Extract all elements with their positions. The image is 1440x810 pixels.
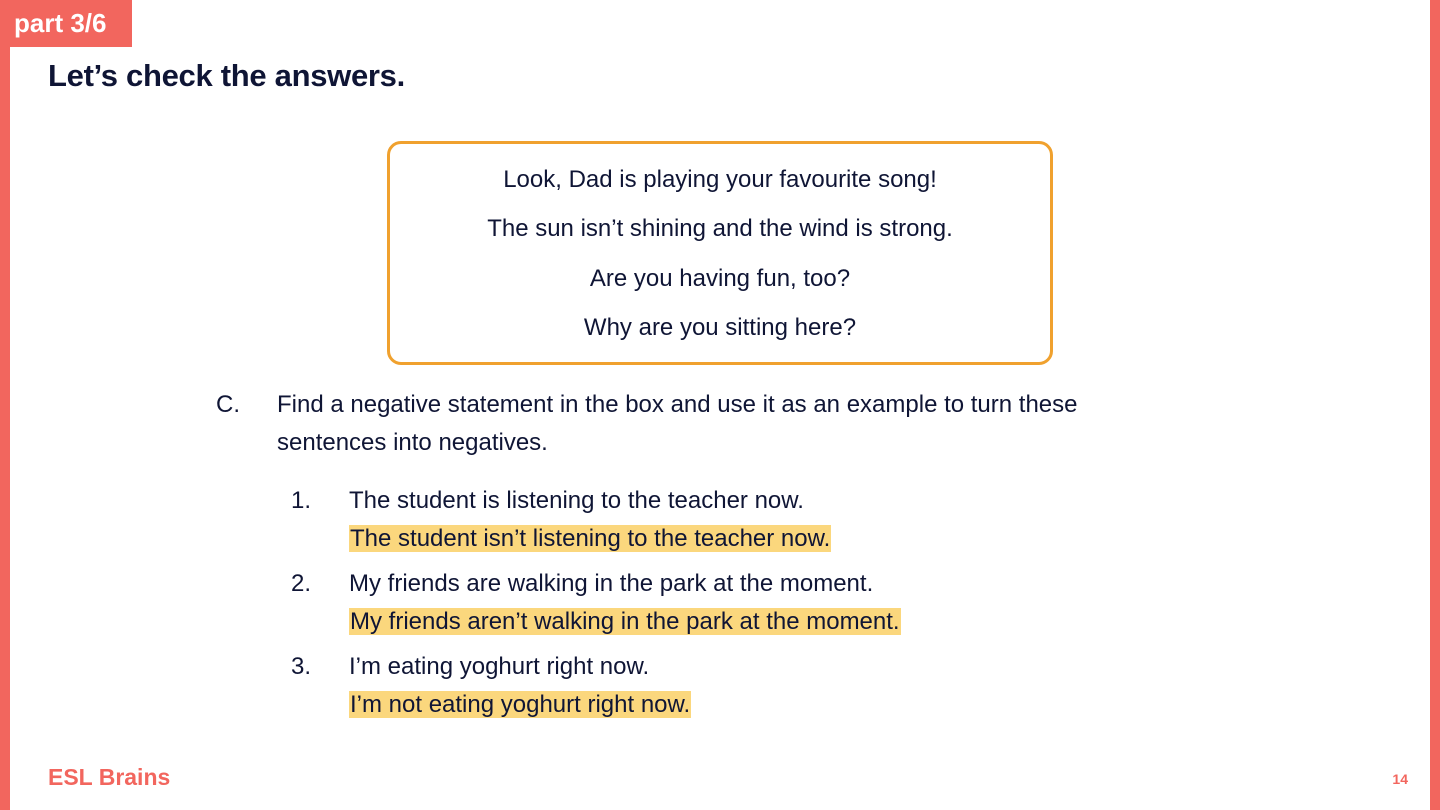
item-number: 3. — [291, 653, 312, 680]
exercise-item — [291, 481, 901, 555]
box-sentence: Look, Dad is playing your favourite song! — [503, 166, 937, 193]
slide-frame-right — [1430, 0, 1440, 810]
page-number: 14 — [1392, 771, 1408, 787]
item-question: My friends are walking in the park at the moment. — [349, 570, 874, 597]
part-tag: part 3/6 — [0, 0, 132, 47]
exercise-list — [291, 481, 901, 721]
brand-logo: ESL Brains — [48, 764, 171, 790]
page-title: Let’s check the answers. — [48, 58, 405, 93]
item-question: I’m eating yoghurt right now. — [349, 653, 650, 680]
sentence-box — [387, 141, 1053, 365]
task-text: Find a negative statement in the box and use it as an example to turn these sentences into negatives. — [277, 391, 1078, 456]
box-sentence: Why are you sitting here? — [583, 313, 857, 341]
exercise-item — [291, 564, 901, 638]
item-number: 1. — [291, 487, 312, 514]
task-letter: C. — [216, 391, 240, 418]
box-sentence: Are you having fun, too? — [589, 264, 851, 292]
item-answer: The student isn’t listening to the teacher now. — [350, 525, 831, 552]
slide-frame-left — [0, 0, 10, 810]
box-sentence: The sun isn’t shining and the wind is strong. — [487, 215, 953, 243]
item-number: 2. — [291, 570, 312, 597]
exercise-item — [291, 647, 901, 721]
item-question: The student is listening to the teacher now. — [349, 487, 804, 514]
item-answer: I’m not eating yoghurt right now. — [350, 691, 691, 718]
task-instruction — [216, 386, 1196, 462]
item-answer: My friends aren’t walking in the park at the moment. — [350, 608, 900, 635]
